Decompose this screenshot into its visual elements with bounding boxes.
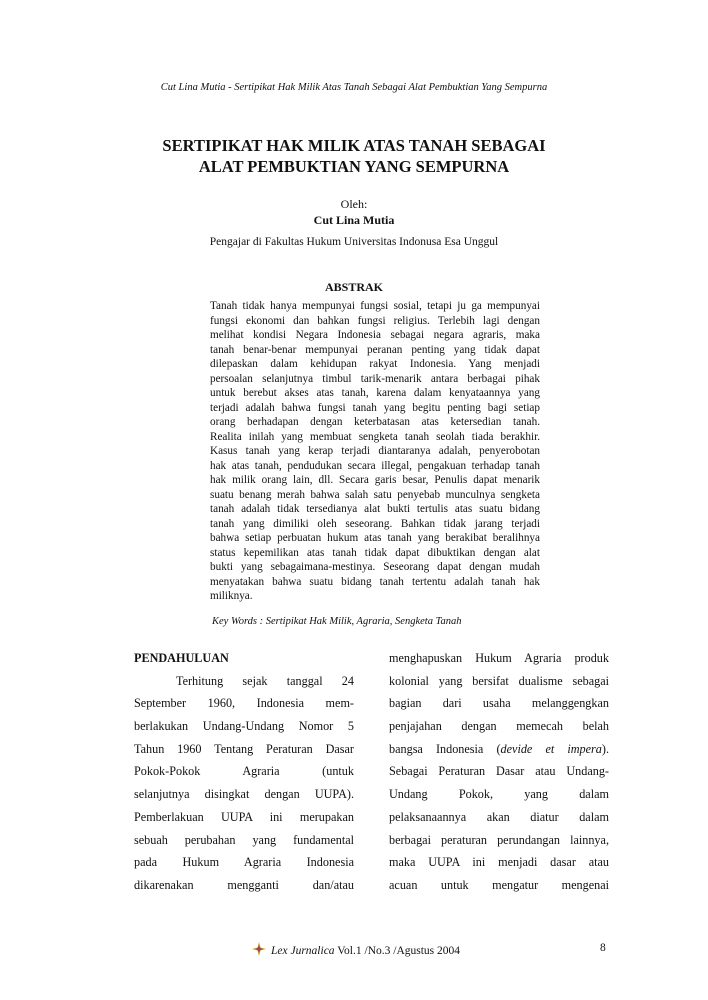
body-line: maka UUPA ini menjadi dasar atau [389, 855, 609, 870]
body-column-left [134, 647, 354, 897]
body-line: Pokok-Pokok Agraria (untuk [134, 764, 354, 779]
abstract-line: fungsi ekonomi dan bahkan fungsi religius. Terlebih lagi dengan [210, 314, 540, 327]
abstract-line: orang berhadapan dengan keterbatasan atas ketersedian tanah. [210, 416, 540, 428]
body-line: Terhitung sejak tanggal 24 [176, 673, 354, 688]
body-line: bangsa Indonesia (devide et impera). [389, 741, 609, 756]
keywords: Key Words : Sertipikat Hak Milik, Agraria, Sengketa Tanah [212, 616, 462, 627]
abstract-line: tanah benar-benar mempunyai peranan penting yang tidak dapat [210, 343, 540, 356]
page-number: 8 [600, 942, 606, 954]
abstract-line: bukti yang sebagaimana-mestinya. Seseorang dapat dengan mudah [210, 561, 540, 573]
abstract-line: menyatakan bahwa suatu bidang tanah tertentu adalah tanah hak [210, 575, 540, 588]
title-line: SERTIPIKAT HAK MILIK ATAS TANAH SEBAGAI [162, 136, 546, 155]
journal-name: Lex Jurnalica [271, 945, 335, 957]
abstract-line: miliknya. [210, 590, 253, 602]
body-line: bagian dari usaha melanggengkan [389, 696, 609, 711]
body-line: dikarenakan mengganti dan/atau [134, 877, 354, 892]
body-column-right [389, 647, 609, 897]
body-line: Sebagai Peraturan Dasar atau Undang- [389, 764, 609, 779]
abstract-line: Realita inilah yang membuat sengketa tanah seolah tiada berakhir. [210, 430, 540, 443]
section-heading: PENDAHULUAN [134, 651, 229, 665]
body-line: Tahun 1960 Tentang Peraturan Dasar [134, 741, 354, 756]
body-line: berlakukan Undang-Undang Nomor 5 [134, 719, 354, 734]
abstract-line: terjadi adalah bahwa fungsi tanah yang begitu penting bagi setiap [210, 401, 540, 414]
abstract-line: status kepemilikan atas tanah tidak dapat dibuktikan dengan alat [210, 546, 540, 559]
abstract-line: Kasus tanah yang kerap terjadi diantaranya adalah, penyerobotan [210, 445, 540, 457]
body-line: Pemberlakuan UUPA ini merupakan [134, 809, 354, 824]
byline [0, 197, 708, 250]
journal-issue: Vol.1 /No.3 /Agustus 2004 [337, 945, 461, 957]
abstract-line: Tanah tidak hanya mempunyai fungsi sosial, tetapi ju ga mempunyai [210, 300, 540, 312]
abstract-line: dilepaskan dalam kehidupan rakyat Indonesia. Yang menjadi [210, 358, 540, 370]
body-line: menghapuskan Hukum Agraria produk [389, 651, 609, 665]
abstract-line: untuk berebut akses atas tanah, karena dalam kenyataannya yang [210, 387, 540, 399]
article-title [0, 135, 708, 177]
body-line: kolonial yang bersifat dualisme sebagai [389, 673, 609, 688]
abstract-line: hak milik orang lain, dll. Secara garis besar, Penulis dapat menarik [210, 474, 540, 486]
body-line: sebuah perubahan yang fundamental [134, 832, 354, 847]
body-line: pelaksanaannya akan diatur dalam [389, 809, 609, 824]
body-line: Undang Pokok, yang dalam [389, 787, 609, 802]
body-line: penjajahan dengan memecah belah [389, 719, 609, 734]
italic-phrase: devide et impera [500, 741, 602, 756]
abstract-line: bahwa setiap perbuatan hukum atas tanah yang berakibat beralihnya [210, 532, 540, 544]
abstract-line: suatu benang merah bahwa salah satu penyebab munculnya sengketa [210, 488, 540, 501]
abstract-body [210, 299, 540, 604]
body-line: berbagai peraturan perundangan lainnya, [389, 832, 609, 847]
footer-citation [252, 942, 460, 957]
body-line: selanjutnya disingkat dengan UUPA). [134, 787, 354, 802]
abstract-line: hak atas tanah, pendudukan secara illegal, pengakuan terhadap tanah [210, 459, 540, 472]
author-affiliation: Pengajar di Fakultas Hukum Universitas Indonusa Esa Unggul [209, 236, 499, 248]
author-name: Cut Lina Mutia [313, 213, 395, 227]
running-header: Cut Lina Mutia - Sertipikat Hak Milik Atas Tanah Sebagai Alat Pembuktian Yang Sempurna [160, 82, 548, 93]
body-line: September 1960, Indonesia mem- [134, 696, 354, 711]
journal-logo-icon [252, 942, 266, 956]
abstract-line: persoalan selanjutnya timbul tarik-menarik antara berbagai pihak [210, 372, 540, 385]
body-line: pada Hukum Agraria Indonesia [134, 855, 354, 870]
byline-label: Oleh: [340, 197, 368, 211]
abstract-line: melihat kondisi Negara Indonesia sebagai negara agraris, maka [210, 329, 540, 341]
abstract-line: tanah adalah tidak tersedianya alat bukti tertulis atas suatu bidang [210, 503, 540, 515]
abstract-heading: ABSTRAK [324, 280, 383, 294]
abstract-line: tanah yang dimiliki oleh seseorang. Bahkan tidak jarang terjadi [210, 517, 540, 530]
body-line: acuan untuk mengatur mengenai [389, 877, 609, 892]
title-line: ALAT PEMBUKTIAN YANG SEMPURNA [198, 157, 510, 176]
